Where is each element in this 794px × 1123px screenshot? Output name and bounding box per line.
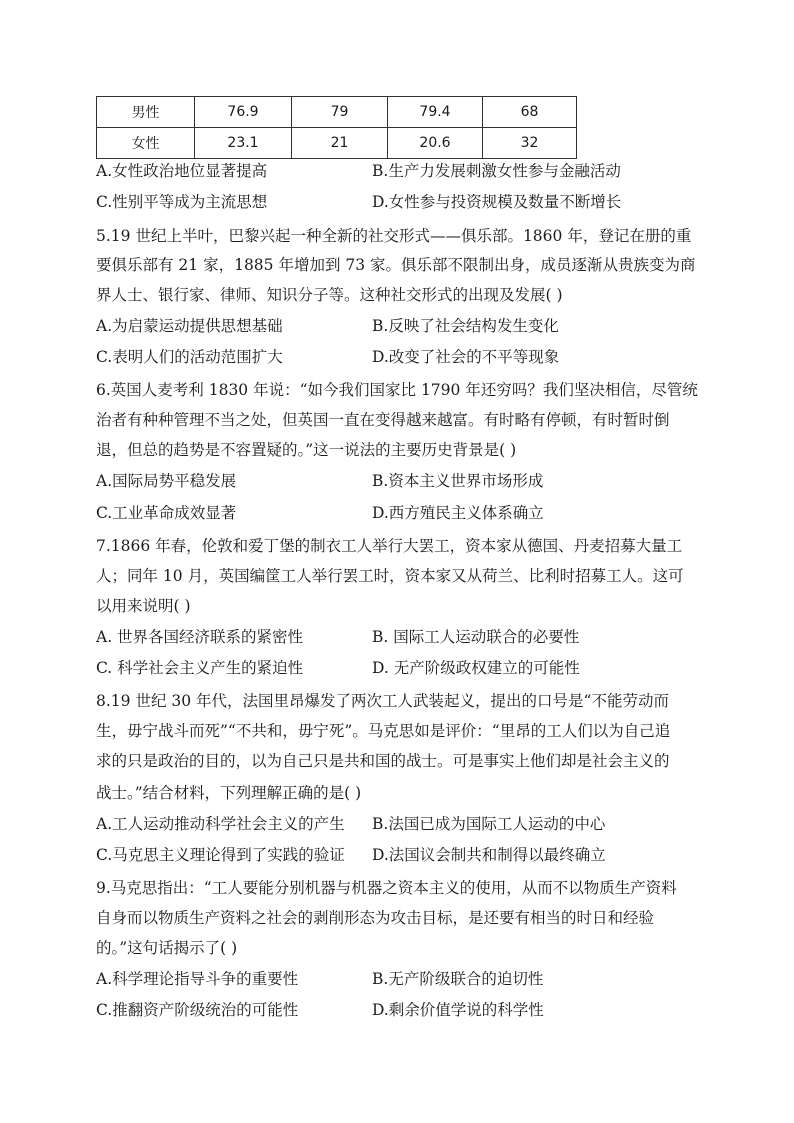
q7-option-a[interactable]: A. 世界各国经济联系的紧密性: [96, 628, 304, 646]
q7-option-c[interactable]: C. 科学社会主义产生的紧迫性: [96, 659, 304, 677]
q8-option-c[interactable]: C.马克思主义理论得到了实践的验证: [96, 846, 345, 864]
q8-options-row-2: [96, 845, 706, 865]
q9-stem-line: 的。”这句话揭示了( ): [96, 939, 238, 957]
q8-option-d[interactable]: D.法国议会制共和制得以最终确立: [372, 846, 606, 864]
q5-options-row-2: [96, 347, 706, 367]
q4-options-row-1: [96, 161, 706, 181]
q7-stem-line: 7.1866 年春，伦敦和爱丁堡的制衣工人举行大罢工，资本家从德国、丹麦招募大量工: [96, 537, 683, 555]
q5-option-b[interactable]: B.反映了社会结构发生变化: [372, 317, 559, 335]
q6-stem-line: 退，但总的趋势是不容置疑的。”这一说法的主要历史背景是( ): [96, 441, 517, 459]
table-cell: 32: [483, 128, 577, 159]
q6-options-row-1: [96, 471, 706, 491]
q6-stem-line: 治者有种种管理不当之处，但英国一直在变得越来越富。有时略有停顿，有时暂时倒: [96, 411, 670, 429]
table-cell: 23.1: [195, 128, 292, 159]
q6-option-d[interactable]: D.西方殖民主义体系确立: [372, 504, 544, 522]
q9-option-c[interactable]: C.推翻资产阶级统治的可能性: [96, 1001, 299, 1019]
gender-data-table: [96, 96, 577, 159]
q8-option-b[interactable]: B.法国已成为国际工人运动的中心: [372, 815, 606, 833]
table-cell: 79: [292, 97, 388, 128]
table-cell: 20.6: [388, 128, 483, 159]
q5-options-row-1: [96, 316, 706, 336]
q8-stem-line: 生，毋宁战斗而死”“不共和，毋宁死”。马克思如是评价：“里昂的工人们以为自己追: [96, 722, 671, 740]
table-cell: 男性: [97, 97, 195, 128]
q5-stem-line: 要俱乐部有 21 家，1885 年增加到 73 家。俱乐部不限制出身，成员逐渐从贵族变为商: [96, 256, 696, 274]
q9-stem-line: 自身而以物质生产资料之社会的剥削形态为攻击目标，是还要有相当的时日和经验: [96, 909, 655, 927]
q8-stem-line: 求的只是政治的目的，以为自己只是共和国的战士。可是事实上他们却是社会主义的: [96, 752, 670, 770]
q9-options-row-1: [96, 969, 706, 989]
q6-option-a[interactable]: A.国际局势平稳发展: [96, 472, 237, 490]
q6-option-b[interactable]: B.资本主义世界市场形成: [372, 472, 544, 490]
q4-options-row-2: [96, 192, 706, 212]
table-cell: 21: [292, 128, 388, 159]
q9-options-row-2: [96, 1000, 706, 1020]
table-cell: 79.4: [388, 97, 483, 128]
q6-stem-line: 6.英国人麦考利 1830 年说：“如今我们国家比 1790 年还穷吗？我们坚决相信，尽管统: [96, 381, 698, 399]
q8-stem-line: 8.19 世纪 30 年代，法国里昂爆发了两次工人武装起义，提出的口号是“不能劳动而: [96, 692, 669, 710]
q8-options-row-1: [96, 814, 706, 834]
q5-stem-line: 界人士、银行家、律师、知识分子等。这种社交形式的出现及发展( ): [96, 286, 563, 304]
q9-option-b[interactable]: B.无产阶级联合的迫切性: [372, 970, 544, 988]
table-row: [97, 128, 577, 159]
q7-options-row-1: [96, 627, 706, 647]
q8-option-a[interactable]: A.工人运动推动科学社会主义的产生: [96, 815, 345, 833]
table-row: [97, 97, 577, 128]
q5-stem-line: 5.19 世纪上半叶，巴黎兴起一种全新的社交形式——俱乐部。1860 年，登记在册的重: [96, 227, 692, 245]
q9-stem-line: 9.马克思指出：“工人要能分别机器与机器之资本主义的使用，从而不以物质生产资料: [96, 879, 677, 897]
q7-stem-line: 人；同年 10 月，英国编筐工人举行罢工时，资本家又从荷兰、比利时招募工人。这可: [96, 567, 684, 585]
q4-option-b[interactable]: B.生产力发展刺激女性参与金融活动: [372, 162, 621, 180]
q7-options-row-2: [96, 658, 706, 678]
q8-stem-line: 战士。”结合材料，下列理解正确的是( ): [96, 784, 362, 802]
q6-options-row-2: [96, 503, 706, 523]
q6-option-c[interactable]: C.工业革命成效显著: [96, 504, 237, 522]
q4-option-c[interactable]: C.性别平等成为主流思想: [96, 193, 268, 211]
q4-option-d[interactable]: D.女性参与投资规模及数量不断增长: [372, 193, 622, 211]
q4-option-a[interactable]: A.女性政治地位显著提高: [96, 162, 268, 180]
q5-option-d[interactable]: D.改变了社会的不平等现象: [372, 348, 560, 366]
q9-option-d[interactable]: D.剩余价值学说的科学性: [372, 1001, 544, 1019]
q9-option-a[interactable]: A.科学理论指导斗争的重要性: [96, 970, 299, 988]
table-cell: 76.9: [195, 97, 292, 128]
q7-option-d[interactable]: D. 无产阶级政权建立的可能性: [372, 659, 580, 677]
q5-option-a[interactable]: A.为启蒙运动提供思想基础: [96, 317, 283, 335]
q7-option-b[interactable]: B. 国际工人运动联合的必要性: [372, 628, 580, 646]
q5-option-c[interactable]: C.表明人们的活动范围扩大: [96, 348, 283, 366]
q7-stem-line: 以用来说明( ): [96, 597, 191, 615]
table-cell: 女性: [97, 128, 195, 159]
table-cell: 68: [483, 97, 577, 128]
